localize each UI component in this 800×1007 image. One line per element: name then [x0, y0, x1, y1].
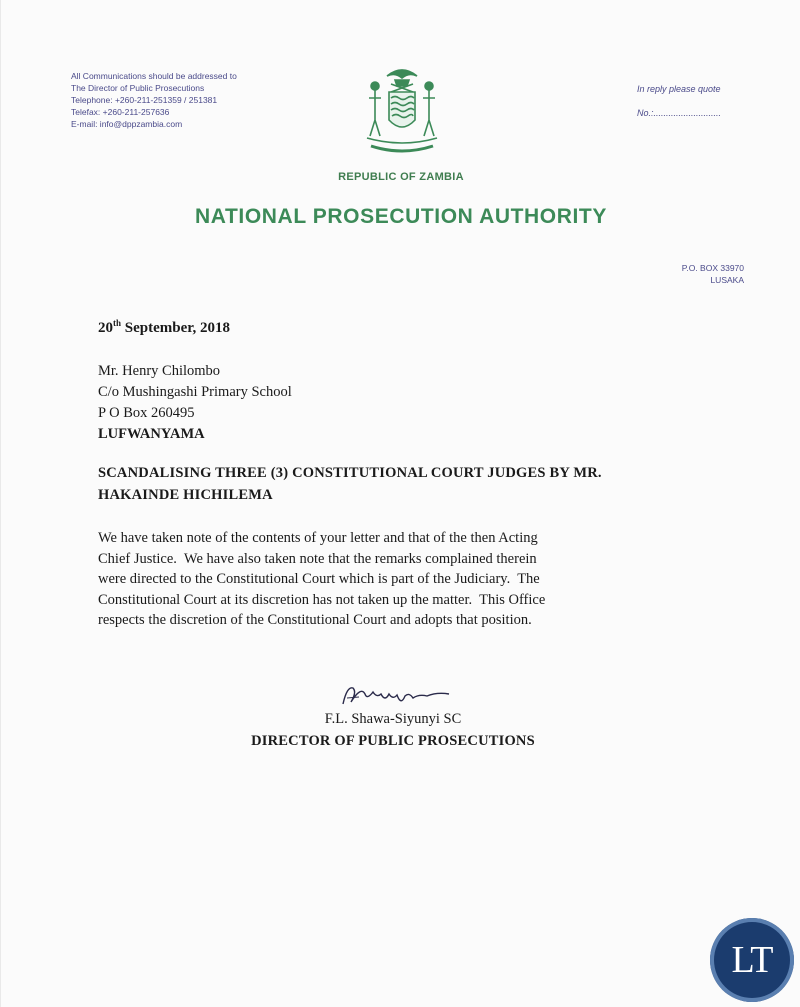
contact-line: E-mail: info@dppzambia.com	[71, 119, 183, 129]
contact-line: All Communications should be addressed to	[71, 71, 237, 81]
zambia-coat-of-arms-icon	[357, 62, 447, 158]
recipient-line: C/o Mushingashi Primary School	[98, 384, 292, 400]
lt-watermark-logo: LT	[710, 918, 794, 1002]
recipient-line: Mr. Henry Chilombo	[98, 363, 221, 379]
signatory-title: DIRECTOR OF PUBLIC PROSECUTIONS	[251, 733, 535, 749]
recipient-line: P O Box 260495	[98, 405, 195, 421]
letter-subject	[98, 462, 718, 506]
contact-line: Telephone: +260-211-251359 / 251381	[71, 95, 218, 105]
subject-line: SCANDALISING THREE (3) CONSTITUTIONAL COURT JUDGES BY MR.	[98, 465, 602, 481]
body-line: were directed to the Constitutional Court which is part of the Judiciary. The	[98, 571, 540, 587]
contact-block	[71, 70, 237, 130]
body-line: We have taken note of the contents of your letter and that of the then Acting	[98, 530, 538, 546]
letter-body	[98, 528, 698, 631]
body-line: Constitutional Court at its discretion has not taken up the matter. This Office	[98, 591, 546, 608]
date-suffix: th	[113, 318, 122, 328]
reply-block	[637, 77, 721, 125]
address-block	[682, 262, 744, 286]
subject-line: HAKAINDE HICHILEMA	[98, 487, 273, 503]
letter-date	[98, 318, 718, 337]
contact-line: Telefax: +260-211-257636	[71, 107, 170, 117]
contact-line: The Director of Public Prosecutions	[71, 83, 205, 93]
recipient-city: LUFWANYAMA	[98, 426, 205, 442]
body-line: Chief Justice. We have also taken note that the remarks complained therein	[98, 550, 537, 567]
signatory-name: F.L. Shawa-Siyunyi SC	[324, 711, 462, 727]
authority-heading: NATIONAL PROSECUTION AUTHORITY	[195, 205, 607, 228]
city: LUSAKA	[710, 275, 744, 285]
reply-number: No.:...........................	[637, 108, 722, 118]
date-day: 20	[98, 320, 113, 336]
reply-label: In reply please quote	[637, 84, 721, 94]
date-rest: September, 2018	[121, 320, 231, 336]
body-line: respects the discretion of the Constitutional Court and adopts that position.	[98, 612, 532, 628]
handwritten-signature-icon	[337, 680, 457, 710]
republic-heading: REPUBLIC OF ZAMBIA	[338, 171, 464, 183]
po-box: P.O. BOX 33970	[681, 263, 744, 273]
recipient-address	[98, 361, 718, 445]
